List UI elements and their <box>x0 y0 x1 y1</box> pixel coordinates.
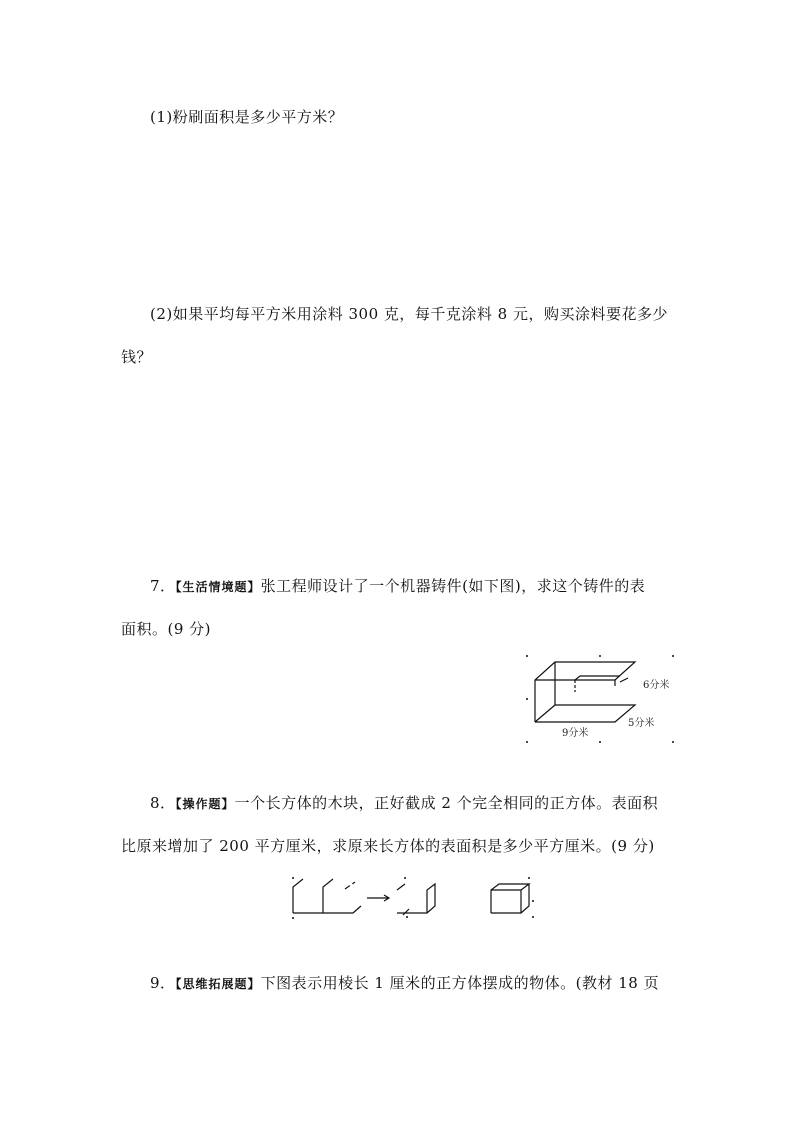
q7-text: 张工程师设计了一个机器铸件(如下图)，求这个铸件的表 <box>260 577 646 595</box>
label-height: 6分米 <box>643 680 670 691</box>
arrow <box>367 895 389 901</box>
q9-number: 9． <box>150 974 176 992</box>
q7-tag: 【生活情境题】 <box>175 580 261 594</box>
q6-part2-line1: (2)如果平均每平方米用涂料 300 克，每千克涂料 8 元，购买涂料要花多少 <box>150 305 668 323</box>
q9-text: 下图表示用棱长 1 厘米的正方体摆成的物体。(教材 18 页 <box>260 974 660 992</box>
q8-text: 一个长方体的木块，正好截成 2 个完全相同的正方体。表面积 <box>234 794 659 812</box>
label-depth: 5分米 <box>628 718 655 729</box>
cuboid-left-cube <box>293 879 303 913</box>
q8-line2: 比原来增加了 200 平方厘米，求原来长方体的表面积是多少平方厘米。(9 分) <box>121 837 655 855</box>
cut-cuboid-figure <box>285 873 545 923</box>
q9-line1 <box>150 973 659 994</box>
right-cube <box>491 884 529 913</box>
q8-tag: 【操作题】 <box>175 797 235 811</box>
middle-cube <box>397 884 435 913</box>
label-length: 9分米 <box>562 728 589 739</box>
q7-number: 7． <box>150 577 176 595</box>
casting-figure <box>520 650 685 748</box>
q8-line1 <box>150 793 658 814</box>
q6-part2-line2: 钱？ <box>121 348 153 366</box>
q9-tag: 【思维拓展题】 <box>175 977 261 991</box>
q7-line2: 面积。(9 分) <box>121 620 212 638</box>
q6-part1: (1)粉刷面积是多少平方米？ <box>150 108 344 126</box>
q7-line1 <box>150 576 645 597</box>
casting-outline <box>535 662 635 722</box>
q8-number: 8． <box>150 794 176 812</box>
